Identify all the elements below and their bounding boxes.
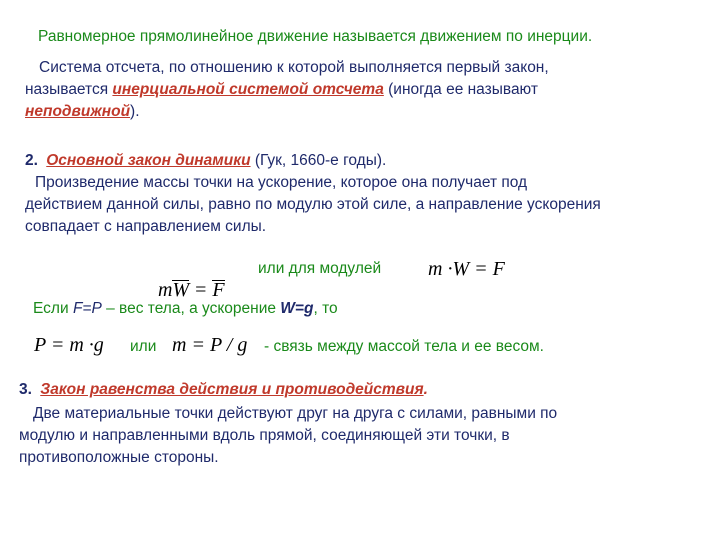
inertial-line-2 <box>25 79 549 101</box>
heading: Равномерное прямолинейное движение называется движением по инерции. <box>38 28 593 45</box>
law3-dot: . <box>423 381 428 398</box>
eq1-equals: = <box>195 279 207 301</box>
mass-weight-relation: - связь между массой тела и ее весом. <box>264 338 544 355</box>
law3-line-3: противоположные стороны. <box>19 449 219 466</box>
or-label: или <box>130 338 157 355</box>
eq1-W: W <box>172 279 190 301</box>
law3-body <box>19 403 557 469</box>
equation-mass: m = P / g <box>172 334 248 356</box>
weight-line <box>33 300 338 318</box>
fixed-frame-term: неподвижной <box>25 103 131 120</box>
eq1-F: F <box>212 279 225 301</box>
law2-paren: (Гук, 1660-е годы). <box>250 152 387 169</box>
inertial-line-1: Система отсчета, по отношению к которой выполняется первый закон, <box>39 59 549 76</box>
weight-wg: W=g <box>280 300 314 317</box>
equation-modules: m ·W = F <box>428 258 505 280</box>
weight-to: , то <box>313 300 338 317</box>
law3-title: Закон равенства действия и противодействия <box>40 381 424 398</box>
inertial-line-3-post: ). <box>130 103 140 120</box>
law2-number: 2. <box>25 152 38 169</box>
law2-body <box>25 172 601 238</box>
law3-number: 3. <box>19 381 32 398</box>
weight-if: Если <box>33 300 73 317</box>
inertial-line-3 <box>25 101 549 123</box>
law3-line-1: Две материальные точки действуют друг на друга с силами, равными по <box>33 405 558 422</box>
law2-line-1: Произведение массы точки на ускорение, которое она получает под <box>35 174 528 191</box>
equation-vector <box>148 256 225 302</box>
inertial-frame-term: инерциальной системой отсчета <box>112 81 384 98</box>
inertial-line-2-post: (иногда ее называют <box>383 81 538 98</box>
inertial-line-2-pre: называется <box>25 81 113 98</box>
law2-title: Основной закон динамики <box>46 152 251 169</box>
eq1-m: m <box>158 279 173 301</box>
law3-line-2: модулю и направленными вдоль прямой, соединяющей эти точки, в <box>19 427 510 444</box>
law2-line-3: совпадает с направлением силы. <box>25 218 267 235</box>
law2-title-line <box>25 152 386 170</box>
weight-mid: – вес тела, а ускорение <box>101 300 281 317</box>
law2-line-2: действием данной силы, равно по модулю этой силе, а направление ускорения <box>25 196 601 213</box>
or-modules-label: или для модулей <box>258 260 382 277</box>
law3-title-line <box>19 381 428 399</box>
inertial-frame-paragraph <box>25 57 549 123</box>
equation-weight: P = m ·g <box>34 334 104 356</box>
weight-fp: F=P <box>72 300 102 317</box>
